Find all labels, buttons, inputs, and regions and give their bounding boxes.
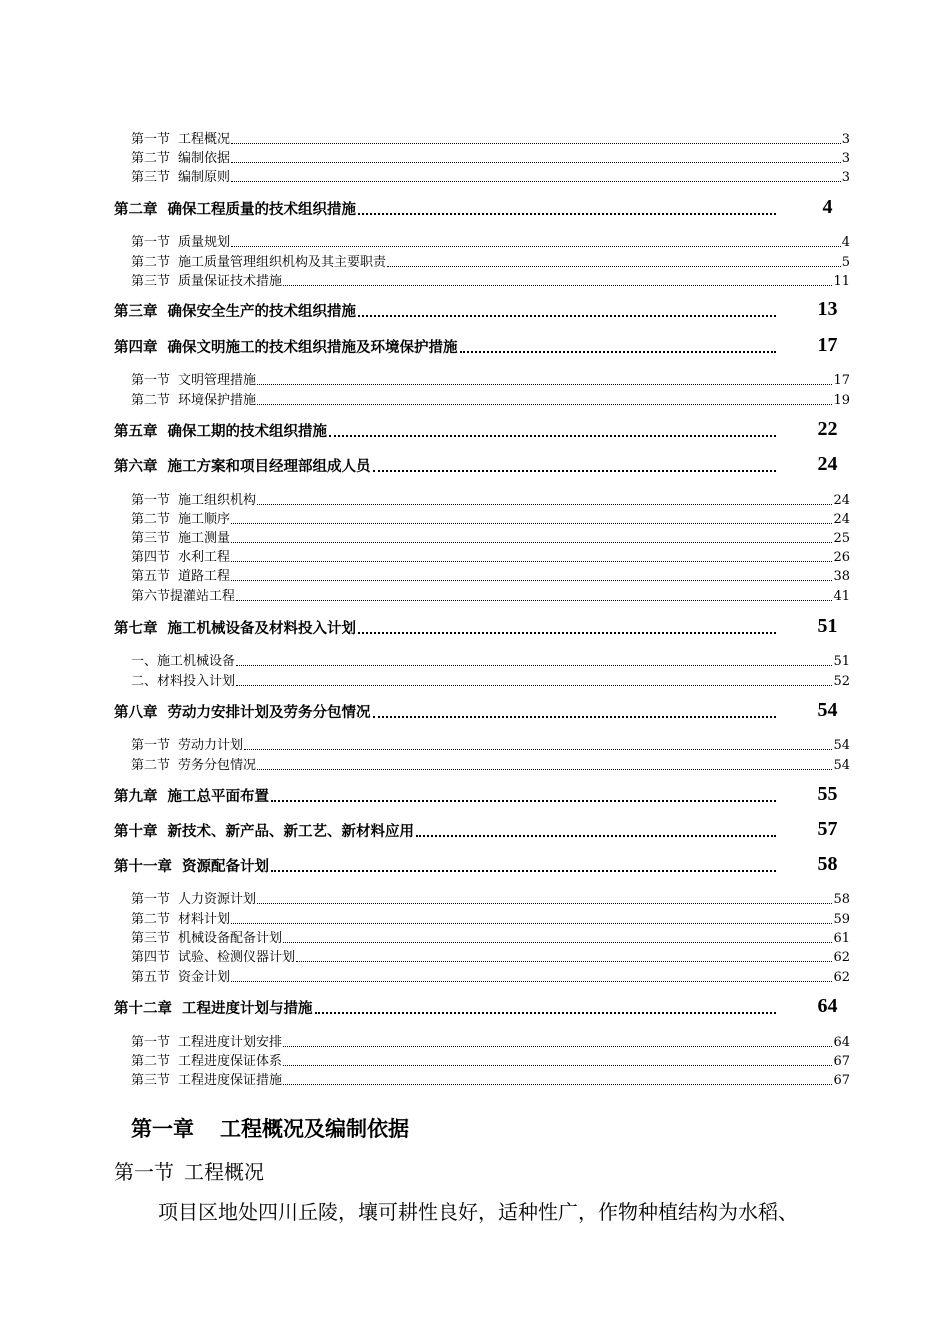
toc-dot-leader [236, 586, 832, 601]
toc-chapter-title: 施工机械设备及材料投入计划 [167, 620, 356, 637]
toc-section-label [131, 393, 256, 409]
toc-section-title: 劳动力计划 [178, 738, 244, 753]
toc-dot-leader [387, 252, 841, 267]
toc-section-label [131, 912, 230, 928]
toc-dot-leader [231, 232, 841, 247]
toc-section-entry[interactable] [131, 253, 850, 271]
toc-chapter-number: 第二章 [114, 201, 158, 218]
toc-chapter-page-number: 55 [817, 783, 838, 805]
toc-section-number: 第三节 [131, 931, 171, 946]
toc-page-number: 19 [833, 393, 850, 408]
toc-chapter-number: 第六章 [114, 458, 158, 475]
toc-section-title: 工程进度计划安排 [178, 1035, 283, 1050]
toc-page-number: 3 [841, 151, 850, 166]
toc-section-label [131, 654, 235, 670]
toc-section-label [131, 738, 243, 754]
toc-dot-leader [257, 490, 832, 505]
toc-chapter-label [114, 338, 458, 358]
toc-section-number: 第四节 [131, 950, 171, 965]
toc-section-entry[interactable] [131, 1071, 850, 1089]
toc-page-number: 24 [833, 493, 850, 508]
toc-section-number: 第二节 [131, 151, 171, 166]
toc-dot-leader [460, 333, 777, 353]
toc-chapter-title: 确保文明施工的技术组织措施及环境保护措施 [167, 339, 458, 356]
toc-chapter-entry[interactable] [114, 995, 776, 1019]
toc-chapter-entry[interactable] [114, 853, 776, 877]
toc-dot-leader [231, 566, 832, 581]
toc-chapter-number: 第四章 [114, 339, 158, 356]
toc-dot-leader [358, 195, 776, 215]
toc-section-title: 一、施工机械设备 [131, 654, 236, 669]
toc-chapter-page-number: 24 [817, 453, 838, 475]
toc-section-entry[interactable] [131, 391, 850, 409]
toc-chapter-label [114, 302, 356, 322]
toc-section-entry[interactable] [131, 672, 850, 690]
toc-page-number: 17 [833, 373, 850, 388]
toc-section-title: 工程进度保证措施 [178, 1073, 283, 1088]
toc-chapter-page-number: 57 [817, 818, 838, 840]
toc-section-label [131, 758, 256, 774]
toc-dot-leader [231, 909, 832, 924]
toc-page-number: 51 [833, 654, 850, 669]
toc-section-title: 文明管理措施 [178, 373, 257, 388]
toc-dot-leader [231, 129, 841, 144]
toc-chapter-entry[interactable] [114, 418, 776, 442]
toc-chapter-title: 施工总平面布置 [167, 788, 269, 805]
toc-chapter-number: 第七章 [114, 620, 158, 637]
toc-page-number: 24 [833, 512, 850, 527]
toc-page-number: 52 [833, 674, 850, 689]
toc-section-number: 第三节 [131, 274, 171, 289]
toc-chapter-title: 施工方案和项目经理部组成人员 [167, 458, 371, 475]
toc-dot-leader [283, 1032, 832, 1047]
toc-dot-leader [283, 1051, 832, 1066]
toc-page-number: 64 [833, 1035, 850, 1050]
toc-section-number: 第四节 [131, 550, 171, 565]
toc-dot-leader [257, 390, 832, 405]
toc-section-title: 道路工程 [178, 569, 231, 584]
toc-section-number: 第一节 [131, 1035, 171, 1050]
toc-section-title: 水利工程 [178, 550, 231, 565]
toc-section-label [131, 950, 295, 966]
toc-dot-leader [231, 967, 832, 982]
toc-chapter-entry[interactable] [114, 298, 776, 322]
toc-section-title: 机械设备配备计划 [178, 931, 283, 946]
toc-chapter-number: 第十章 [114, 823, 158, 840]
toc-section-number: 第三节 [131, 1073, 171, 1088]
toc-section-number: 第三节 [131, 170, 171, 185]
toc-section-title: 施工测量 [178, 531, 231, 546]
toc-section-title: 环境保护措施 [178, 393, 257, 408]
toc-page-number: 58 [833, 892, 850, 907]
toc-chapter-number: 第十一章 [114, 858, 172, 875]
toc-section-title: 施工组织机构 [178, 493, 257, 508]
toc-chapter-number: 第五章 [114, 423, 158, 440]
toc-dot-leader [236, 651, 832, 666]
toc-dot-leader [271, 782, 776, 802]
toc-dot-leader [283, 271, 832, 286]
toc-chapter-page-number: 51 [817, 615, 838, 637]
toc-section-label [131, 512, 230, 528]
toc-dot-leader [257, 370, 832, 385]
toc-page-number: 5 [841, 255, 850, 270]
toc-chapter-title: 资源配备计划 [182, 858, 269, 875]
toc-page-number: 3 [841, 132, 850, 147]
toc-section-label [131, 132, 230, 148]
toc-section-label [131, 1035, 282, 1051]
toc-section-entry[interactable] [131, 890, 850, 908]
toc-section-entry[interactable] [131, 548, 850, 566]
toc-chapter-page-number: 13 [817, 298, 838, 320]
toc-page-number: 54 [833, 758, 850, 773]
toc-section-number: 第一节 [131, 235, 171, 250]
toc-section-entry[interactable] [131, 491, 850, 509]
toc-chapter-label [114, 619, 356, 639]
toc-section-number: 第二节 [131, 1054, 171, 1069]
toc-dot-leader [231, 509, 832, 524]
toc-chapter-page-number: 4 [822, 196, 833, 218]
toc-section-number: 第五节 [131, 569, 171, 584]
toc-section-number: 第二节 [131, 393, 171, 408]
toc-dot-leader [329, 417, 776, 437]
toc-section-title: 第六节提灌站工程 [131, 589, 236, 604]
toc-page-number: 26 [833, 550, 850, 565]
toc-section-number: 第一节 [131, 738, 171, 753]
toc-chapter-label [114, 822, 414, 842]
toc-section-entry[interactable] [131, 968, 850, 986]
toc-section-entry[interactable] [131, 910, 850, 928]
toc-section-title: 编制原则 [178, 170, 231, 185]
toc-chapter-page-number: 64 [817, 995, 838, 1017]
toc-section-title: 资金计划 [178, 970, 231, 985]
toc-section-title: 施工顺序 [178, 512, 231, 527]
toc-chapter-number: 第十二章 [114, 1000, 172, 1017]
toc-page-number: 38 [833, 569, 850, 584]
toc-section-title: 试验、检测仪器计划 [178, 950, 296, 965]
toc-dot-leader [231, 148, 841, 163]
toc-section-entry[interactable] [131, 1033, 850, 1051]
toc-section-entry[interactable] [131, 149, 850, 167]
toc-page-number: 4 [841, 235, 850, 250]
toc-section-entry[interactable] [131, 272, 850, 290]
toc-dot-leader [283, 1070, 832, 1085]
toc-section-label [131, 274, 282, 290]
toc-dot-leader [231, 528, 832, 543]
toc-section-entry[interactable] [131, 371, 850, 389]
toc-page-number: 67 [833, 1073, 850, 1088]
toc-chapter-page-number: 17 [817, 334, 838, 356]
toc-section-title: 二、材料投入计划 [131, 674, 236, 689]
toc-section-number: 第一节 [131, 493, 171, 508]
toc-section-entry[interactable] [131, 168, 850, 186]
toc-chapter-label [114, 999, 313, 1019]
toc-dot-leader [236, 671, 832, 686]
toc-section-label [131, 151, 230, 167]
toc-chapter-label [114, 703, 371, 723]
toc-chapter-page-number: 58 [817, 853, 838, 875]
toc-chapter-title: 确保工期的技术组织措施 [167, 423, 327, 440]
toc-page-number: 61 [833, 931, 850, 946]
toc-chapter-entry[interactable] [114, 453, 776, 477]
toc-page-number: 67 [833, 1054, 850, 1069]
toc-dot-leader [231, 547, 832, 562]
toc-page-number: 11 [833, 274, 850, 289]
toc-dot-leader [283, 928, 832, 943]
toc-section-entry[interactable] [131, 233, 850, 251]
toc-chapter-title: 劳动力安排计划及劳务分包情况 [167, 704, 371, 721]
toc-dot-leader [416, 817, 776, 837]
toc-section-label [131, 1054, 282, 1070]
toc-section-number: 第二节 [131, 512, 171, 527]
toc-chapter-label [114, 787, 269, 807]
body-paragraph: 项目区地处四川丘陵，壤可耕性良好，适种性广，作物种植结构为水稻、 [158, 1200, 798, 1224]
toc-chapter-title: 新技术、新产品、新工艺、新材料应用 [167, 823, 414, 840]
toc-section-label [131, 550, 230, 566]
toc-section-label [131, 569, 230, 585]
toc-section-number: 第一节 [131, 892, 171, 907]
toc-page-number: 54 [833, 738, 850, 753]
toc-section-entry[interactable] [131, 736, 850, 754]
toc-section-entry[interactable] [131, 510, 850, 528]
toc-dot-leader [257, 755, 832, 770]
toc-section-label [131, 931, 282, 947]
toc-page-number: 41 [833, 589, 850, 604]
toc-section-entry[interactable] [131, 587, 850, 605]
toc-section-entry[interactable] [131, 929, 850, 947]
toc-section-label [131, 235, 230, 251]
toc-section-title: 编制依据 [178, 151, 231, 166]
toc-chapter-title: 工程进度计划与措施 [182, 1000, 313, 1017]
toc-section-label [131, 493, 256, 509]
toc-chapter-number: 第三章 [114, 303, 158, 320]
toc-page-number: 25 [833, 531, 850, 546]
toc-chapter-label [114, 200, 356, 220]
toc-chapter-entry[interactable] [114, 699, 776, 723]
toc-section-label [131, 892, 256, 908]
toc-chapter-label [114, 457, 371, 477]
toc-section-title: 施工质量管理组织机构及其主要职责 [178, 255, 387, 270]
toc-chapter-label [114, 857, 269, 877]
toc-page-number: 3 [841, 170, 850, 185]
toc-section-label [131, 170, 230, 186]
toc-section-number: 第一节 [131, 373, 171, 388]
toc-dot-leader [358, 297, 776, 317]
toc-section-label [131, 674, 235, 690]
toc-chapter-number: 第八章 [114, 704, 158, 721]
toc-page-number: 62 [833, 970, 850, 985]
toc-chapter-title: 确保工程质量的技术组织措施 [167, 201, 356, 218]
toc-section-title: 材料计划 [178, 912, 231, 927]
toc-section-label [131, 255, 386, 271]
toc-section-number: 第一节 [131, 132, 171, 147]
section-heading [114, 1157, 264, 1187]
toc-section-number: 第二节 [131, 758, 171, 773]
chapter-heading-title: 工程概况及编制依据 [220, 1116, 409, 1141]
toc-dot-leader [231, 167, 841, 182]
toc-chapter-number: 第九章 [114, 788, 158, 805]
toc-section-entry[interactable] [131, 652, 850, 670]
toc-dot-leader [358, 614, 776, 634]
toc-section-number: 第三节 [131, 531, 171, 546]
toc-dot-leader [244, 735, 832, 750]
toc-chapter-label [114, 422, 327, 442]
section-heading-title: 工程概况 [184, 1160, 264, 1184]
toc-section-entry[interactable] [131, 756, 850, 774]
toc-chapter-entry[interactable] [114, 334, 776, 358]
toc-section-label [131, 531, 230, 547]
toc-page-number: 62 [833, 950, 850, 965]
toc-section-title: 质量规划 [178, 235, 231, 250]
toc-chapter-title: 确保安全生产的技术组织措施 [167, 303, 356, 320]
toc-section-entry[interactable] [131, 529, 850, 547]
section-heading-number: 第一节 [114, 1160, 174, 1184]
toc-section-title: 工程概况 [178, 132, 231, 147]
toc-section-number: 第五节 [131, 970, 171, 985]
toc-dot-leader [271, 852, 776, 872]
toc-section-label [131, 1073, 282, 1089]
toc-section-label [131, 970, 230, 986]
toc-chapter-entry[interactable] [114, 818, 776, 842]
toc-chapter-page-number: 54 [817, 699, 838, 721]
toc-dot-leader [315, 994, 777, 1014]
toc-dot-leader [257, 889, 832, 904]
toc-dot-leader [373, 698, 777, 718]
toc-section-title: 劳务分包情况 [178, 758, 257, 773]
chapter-heading [131, 1113, 409, 1145]
toc-chapter-entry[interactable] [114, 196, 776, 220]
toc-section-entry[interactable] [131, 948, 850, 966]
toc-section-number: 第二节 [131, 912, 171, 927]
toc-section-label [131, 373, 256, 389]
toc-section-title: 质量保证技术措施 [178, 274, 283, 289]
toc-section-label [131, 589, 235, 605]
toc-chapter-page-number: 22 [817, 418, 838, 440]
toc-section-entry[interactable] [131, 130, 850, 148]
toc-section-title: 人力资源计划 [178, 892, 257, 907]
toc-dot-leader [296, 947, 832, 962]
toc-section-entry[interactable] [131, 567, 850, 585]
toc-section-title: 工程进度保证体系 [178, 1054, 283, 1069]
toc-chapter-entry[interactable] [114, 783, 776, 807]
toc-section-entry[interactable] [131, 1052, 850, 1070]
toc-page-number: 59 [833, 912, 850, 927]
toc-dot-leader [373, 452, 777, 472]
toc-section-number: 第二节 [131, 255, 171, 270]
toc-chapter-entry[interactable] [114, 615, 776, 639]
chapter-heading-number: 第一章 [131, 1116, 194, 1141]
